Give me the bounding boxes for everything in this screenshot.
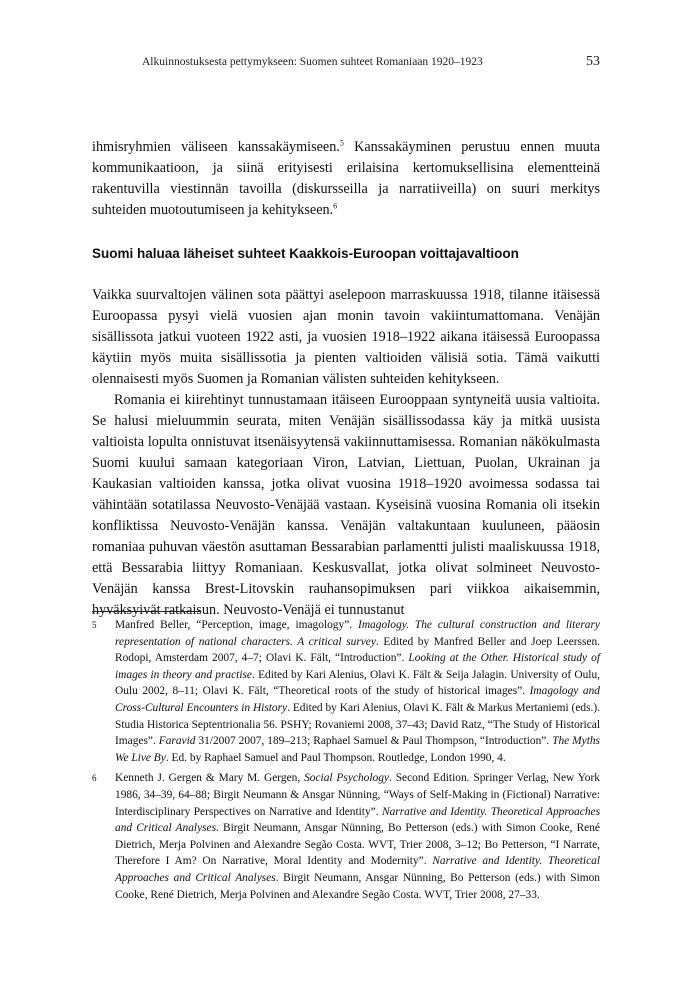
- footnotes: [92, 617, 600, 907]
- paragraph-1-text-b: Kanssakäyminen perustuu ennen muuta kommunikaatioon, ja siinä erityisesti erilaisina kertomuksellisina elementteinä rakentuvilla viestinnän tavoilla (diskursseilla ja narratiiveilla) on suuri merkitys suhteiden muotoutumiseen ja kehitykseen.: [92, 139, 600, 218]
- footnote-text-segment: . Edited by Kari Alenius, Olavi K. Fält & Seija Jalagin. University of Oulu, Oulu 2002, 8–11; Olavi K. Fält, “Theoretical roots of the study of historical images”.: [115, 668, 601, 698]
- footnote-text-segment: Kenneth J. Gergen & Mary M. Gergen,: [115, 772, 305, 785]
- footnote-text-segment: 31/2007 2007, 189–213; Raphael Samuel & Paul Thompson, “Introduction”.: [195, 735, 553, 748]
- footnote-title-italic: Looking at the Other. Historical study of images in theory and practise: [115, 652, 600, 681]
- footnote-title-italic: Imagology and Cross-Cultural Encounters in History: [115, 685, 600, 714]
- running-header: [92, 54, 600, 74]
- section-heading: Suomi haluaa läheiset suhteet Kaakkois-Euroopan voittajavaltioon: [92, 246, 519, 261]
- footnote-text-segment: . Edited by Kari Alenius, Olavi K. Fält & Markus Mertaniemi (eds.). Studia Historica Septentrionalia 56. PSHY; Rovaniemi 2008, 37–43; David Ratz, “The Study of Historical Images”.: [115, 701, 600, 748]
- footnote-separator: [92, 611, 200, 612]
- footnote-ref-6[interactable]: 6: [333, 201, 338, 211]
- running-title: Alkuinnostuksesta pettymykseen: Suomen suhteet Romaniaan 1920–1923: [142, 56, 483, 68]
- body-paragraph-2: Vaikka suurvaltojen välinen sota päättyi aselepoon marraskuussa 1918, tilanne itäisessä Euroopassa pysyi vielä vuosien ajan monin tavoin vakiintumattomana. Venäjän sisällissota jatkui vuoteen 1922 asti, ja vuosien 1918–1922 aikana itäisessä Euroopassa käytiin myös muita sisällissotia ja pienten valtioiden välisiä sotia. Tämä vaikutti olennaisesti myös Suomen ja Romanian välisten suhteiden kehitykseen.: [92, 287, 600, 387]
- footnote-text-segment: . Second Edition. Springer Verlag, New York 1986, 34–39, 64–88; Birgit Neumann & Ansgar Nünning, “Ways of Self-Making in (Fictional) Narrative: Interdisciplinary Perspectives on Narrative and Identity”.: [115, 772, 600, 818]
- paragraph-1-text-a: ihmisryhmien väliseen kanssakäymiseen.: [92, 139, 340, 155]
- footnote-text-segment: . Birgit Neumann, Ansgar Nünning, Bo Petterson (eds.) with Simon Cooke, René Dietrich, Merja Polvinen and Alexandre Segão Costa. WVT, Trier 2008, 27–33.: [115, 871, 600, 901]
- footnote-number: 6: [92, 773, 97, 784]
- footnote-title-italic: Faravid: [158, 735, 196, 748]
- footnote-ref-5[interactable]: 5: [339, 138, 344, 148]
- footnote-text-segment: . Birgit Neumann, Ansgar Nünning, Bo Petterson (eds.) with Simon Cooke, René Dietrich, Merja Polvinen and Alexandre Segão Costa. WVT, Trier 2008, 3–12; Bo Petterson, “I Narrate, Therefore I Am? On Narrative, Moral Identity and Modernity”.: [115, 822, 600, 868]
- footnote-text: [115, 770, 600, 903]
- footnote-text-segment: . Edited by Manfred Beller and Joep Leerssen. Rodopi, Amsterdam 2007, 4–7; Olavi K. Fält, “Introduction”.: [115, 635, 601, 665]
- footnote-text-segment: . Ed. by Raphael Samuel and Paul Thompson. Routledge, London 1990, 4.: [165, 751, 506, 764]
- footnote-title-italic: Narrative and Identity. Theoretical Approaches and Critical Analyses: [115, 855, 600, 884]
- footnote-6: [92, 770, 600, 903]
- footnote-title-italic: The Myths We Live By: [115, 735, 600, 764]
- footnote-text: [115, 617, 600, 766]
- footnote-title-italic: Imagology. The cultural construction and literary representation of national characters. A critical survey: [115, 619, 600, 648]
- footnote-text-segment: Manfred Beller, “Perception, image, imagology”.: [115, 619, 359, 631]
- page-number: 53: [586, 54, 600, 69]
- footnote-title-italic: Social Psychology: [304, 772, 389, 785]
- footnote-number: 5: [92, 620, 97, 630]
- body-paragraph-3: Romania ei kiirehtinyt tunnustamaan itäiseen Eurooppaan syntyneitä uusia valtioita. Se halusi mieluummin seurata, miten Venäjän sisällissodassa käy ja mitkä uusista valtioista lopulta onnistuvat itsenäisyytensä vakiinnuttamisessa. Romanian näkökulmasta Suomi kuului samaan kategoriaan Viron, Latvian, Liettuan, Puolan, Ukrainan ja Kaukasian valtioiden kanssa, jotka olivat vuosina 1918–1920 avoimessa sodassa tai vähintään sotatilassa Neuvosto-Venäjää vastaan. Kyseisinä vuosina Romania oli itsekin konfliktissa Neuvosto-Venäjän kanssa. Venäjän valtakuntaan kuuluneen, pääosin romaniaa puhuvan väestön asuttaman Bessarabian parlamentti julisti maaliskuussa 1918, että Bessarabia liittyy Romaniaan. Keskusvallat, jotka olivat solmineet Neuvosto-Venäjän kanssa Brest-Litovskin rauhansopimuksen pari viikkoa aikaisemmin, hyväksyivät ratkaisun. Neuvosto-Venäjä ei tunnustanut: [92, 392, 600, 618]
- footnote-5: [92, 617, 600, 766]
- footnote-title-italic: Narrative and Identity. Theoretical Approaches and Critical Analyses: [115, 805, 600, 835]
- body-paragraph-1: [92, 137, 600, 221]
